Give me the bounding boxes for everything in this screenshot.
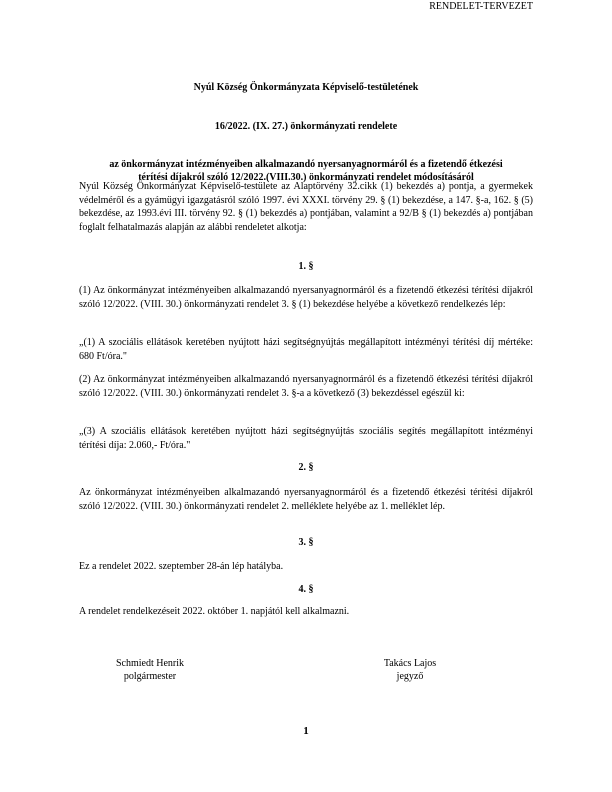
- decree-number: 16/2022. (IX. 27.) önkormányzati rendelete: [214, 121, 398, 132]
- decree-subject-line-2: térítési díjakról szóló 12/2022.(VIII.30.) önkormányzati rendelet módosításáról: [138, 172, 474, 183]
- draft-label: RENDELET-TERVEZET: [429, 1, 533, 12]
- section-heading-1: 1. §: [298, 261, 314, 272]
- section-4-paragraph: A rendelet rendelkezéseit 2022. október 1. napjától kell alkalmazni.: [79, 606, 350, 617]
- section-2-paragraph: Az önkormányzat intézményeiben alkalmazandó nyersanyagnormáról és a fizetendő étkezési térítési díjakról szóló 12/2022. (VIII. 30.) önkormányzati rendelet 2. melléklete helyébe az 1. melléklet lép.: [79, 487, 533, 512]
- preamble: Nyúl Község Önkormányzat Képviselő-testülete az Alaptörvény 32.cikk (1) bekezdés a) pontja, a gyermekek védelméről és a gyámügyi igazgatásról szóló 1997. évi XXXI. törvény 29. § (1) bekezdése, a 147. §-a, 162. § (5) bekezdése, az 1993.évi III. törvény 92. § (1) bekezdés a) pontjában, valamint a 92/B § (1) bekezdés a) pontjában foglalt felhatalmazás alapján az alábbi rendeletet alkotja:: [79, 181, 533, 233]
- section-heading-2: 2. §: [298, 462, 314, 473]
- signature-notary: [360, 657, 460, 683]
- signature-mayor-title: polgármester: [123, 671, 177, 682]
- signature-mayor: [100, 657, 200, 683]
- signature-notary-title: jegyző: [396, 671, 424, 682]
- signature-notary-name: Takács Lajos: [383, 658, 437, 669]
- issuer-title: Nyúl Község Önkormányzata Képviselő-testületének: [193, 82, 419, 93]
- section-heading-4: 4. §: [298, 584, 314, 595]
- section-1-quote-2: „(3) A szociális ellátások keretében nyújtott házi segítségnyújtás szociális segítés megállapított intézményi térítési díja: 2.060,- Ft/óra.": [79, 426, 533, 451]
- section-3-paragraph: Ez a rendelet 2022. szeptember 28-án lép hatályba.: [79, 561, 284, 572]
- signature-mayor-name: Schmiedt Henrik: [115, 658, 185, 669]
- section-heading-3: 3. §: [298, 537, 314, 548]
- page-number: 1: [303, 725, 309, 737]
- decree-subject-line-1: az önkormányzat intézményeiben alkalmazandó nyersanyagnormáról és a fizetendő étkezési: [109, 159, 503, 170]
- section-1-paragraph-1: (1) Az önkormányzat intézményeiben alkalmazandó nyersanyagnormáról és a fizetendő étkezési térítési díjakról szóló 12/2022. (VIII. 30.) önkormányzati rendelet 3. § (1) bekezdése helyébe a következő rendelkezés lép:: [79, 285, 533, 310]
- section-1-paragraph-2: (2) Az önkormányzat intézményeiben alkalmazandó nyersanyagnormáról és a fizetendő étkezési térítési díjakról szóló 12/2022. (VIII. 30.) önkormányzati rendelet 3. §-a a következő (3) bekezdéssel egészül ki:: [79, 374, 533, 399]
- section-1-quote-1: „(1) A szociális ellátások keretében nyújtott házi segítségnyújtás megállapított intézményi térítési díj mértéke: 680 Ft/óra.": [79, 337, 533, 362]
